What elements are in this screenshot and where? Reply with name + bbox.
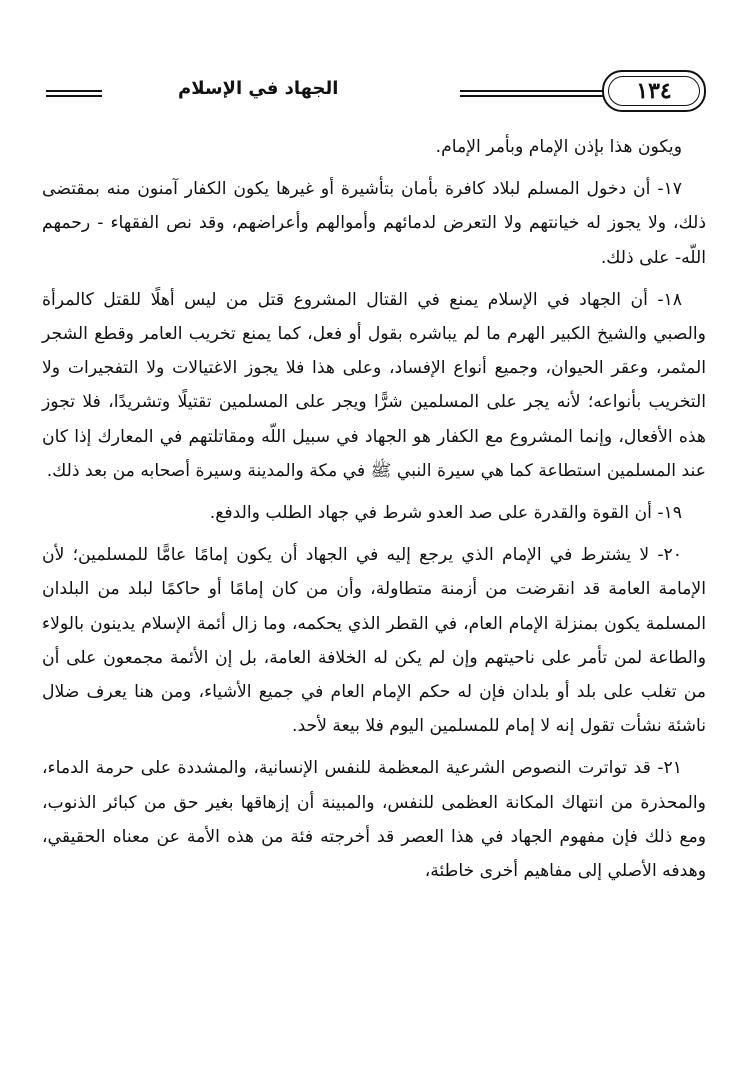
paragraph: ٢٠- لا يشترط في الإمام الذي يرجع إليه في الجهاد أن يكون إمامًا عامًّا للمسلمين؛ لأن الإمامة العامة قد انقرضت من أزمنة متطاولة، وأن من كان إمامًا أو حاكمًا لبلد من البلدان المسلمة يكون بمنزلة الإمام العام، في القطر الذي يحكمه، وما زال أئمة الإسلام يدينون بالولاء والطاعة لمن تأمر على ناحيتهم وإن لم يكن له الخلافة العامة، بل إن الأئمة مجمعون على أن من تغلب على بلد أو بلدان فإن له حكم الإمام العام في جميع الأشياء، ومن هنا يعرف ضلال ناشئة نشأت تقول إنه لا إمام للمسلمين اليوم فلا بيعة لأحد.: [42, 545, 706, 737]
paragraph: ١٨- أن الجهاد في الإسلام يمنع في القتال المشروع قتل من ليس أهلًا للقتل كالمرأة والصبي والشيخ الكبير الهرم ما لم يباشره بقول أو فعل، كما يمنع تخريب العامر وقطع الشجر المثمر، وعقر الحيوان، وجميع أنواع الإفساد، وعلى هذا فلا يجوز الاغتيالات ولا التفجيرات ولا التخريب بأنواعه؛ لأنه يجر على المسلمين شرًّا ويجر على المسلمين تقتيلًا وتشريدًا، فلا تجوز هذه الأفعال، وإنما المشروع مع الكفار هو الجهاد في سبيل اللّه ومقاتلتهم في المعارك إذا كان عند المسلمين استطاعة كما هي سيرة النبي ﷺ في مكة والمدينة وسيرة أصحابه من بعد ذلك.: [42, 289, 706, 481]
header-rule-right: [460, 90, 606, 92]
page-number-box: [602, 70, 706, 112]
page-body: [42, 130, 706, 896]
paragraph: ١٧- أن دخول المسلم لبلاد كافرة بأمان بتأشيرة أو غيرها يكون الكفار آمنون منه بمقتضى ذلك، ولا يجوز له خيانتهم ولا التعرض لدمائهم وأموالهم وأعراضهم، وقد نص الفقهاء - رحمهم اللّه- على ذلك.: [42, 179, 706, 268]
page-header: [40, 68, 710, 118]
paragraph: ١٩- أن القوة والقدرة على صد العدو شرط في جهاد الطلب والدفع.: [209, 503, 682, 524]
header-rule-left: [46, 90, 102, 92]
page-number: ١٣٤: [636, 78, 672, 104]
paragraph: ويكون هذا بإذن الإمام وبأمر الإمام.: [435, 137, 682, 157]
paragraph: ٢١- قد تواترت النصوص الشرعية المعظمة للنفس الإنسانية، والمشددة على حرمة الدماء، والمحذرة من انتهاك المكانة العظمى للنفس، والمبينة أن إزهاقها بغير حق من كبائر الذنوب، ومع ذلك فإن مفهوم الجهاد في هذا العصر قد أخرجته فئة من هذه الأمة عن معناه الحقيقي، وهدفه الأصلي إلى مفاهيم أخرى خاطئة،: [42, 758, 706, 882]
running-title: الجهاد في الإسلام: [178, 78, 339, 99]
